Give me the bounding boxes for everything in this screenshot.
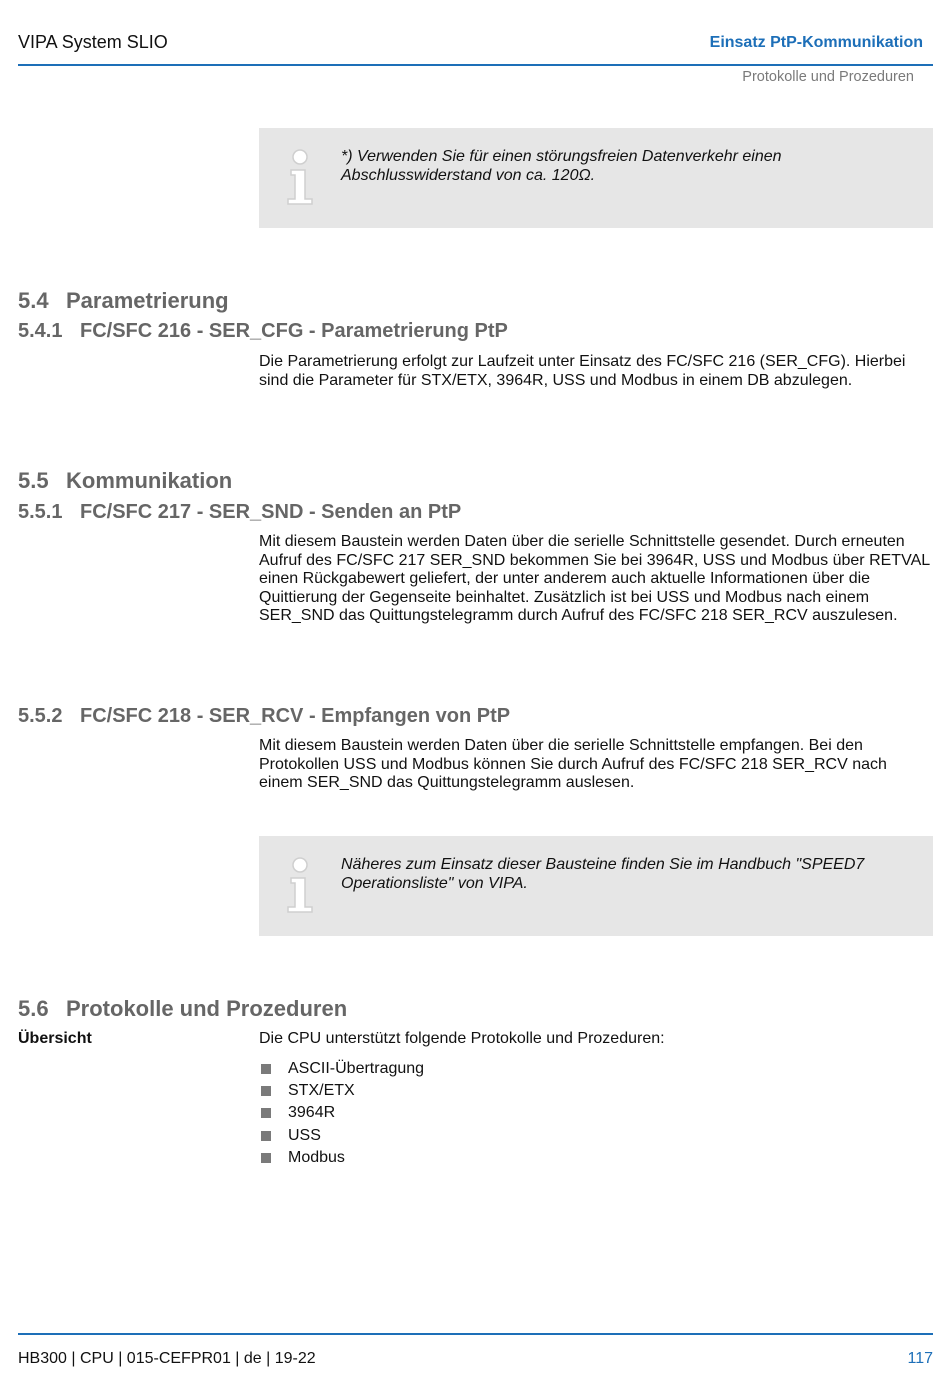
footer-divider xyxy=(18,1333,933,1335)
protocol-list xyxy=(259,1058,424,1169)
side-label-overview: Übersicht xyxy=(18,1030,92,1047)
subsection-heading-5-5-2 xyxy=(18,705,510,728)
subsection-number: 5.5.2 xyxy=(18,705,63,727)
square-bullet-icon xyxy=(261,1064,271,1074)
square-bullet-icon xyxy=(261,1108,271,1118)
list-item xyxy=(259,1102,424,1124)
paragraph-5-5-1: Mit diesem Baustein werden Daten über die serielle Schnittstelle gesendet. Durch erneuten Aufruf des FC/SFC 217 SER_SND bekommen Sie bei 3964R, USS und Modbus über RETVAL einen Rückgabewert geliefert, der unter anderem auch aktuelle Informationen über die Quittierung der Gegenseite beinhaltet. Zusätzlich ist bei USS und Modbus nach einem SER_SND das Quittungstelegramm durch Aufruf des FC/SFC 218 SER_RCV auszulesen. xyxy=(259,533,930,625)
section-number: 5.6 xyxy=(18,996,49,1021)
footer-doc-info: HB300 | CPU | 015-CEFPR01 | de | 19-22 xyxy=(18,1350,316,1367)
header-divider xyxy=(18,64,933,66)
square-bullet-icon xyxy=(261,1131,271,1141)
page-number: 117 xyxy=(907,1350,933,1367)
list-item xyxy=(259,1080,424,1102)
list-item-label: STX/ETX xyxy=(288,1082,355,1100)
header-chapter-title: Einsatz PtP-Kommunikation xyxy=(709,34,923,51)
list-item xyxy=(259,1058,424,1080)
paragraph-5-4-1: Die Parametrierung erfolgt zur Laufzeit unter Einsatz des FC/SFC 216 (SER_CFG). Hierbei sind die Parameter für STX/ETX, 3964R, USS und Modbus in einem DB abzulegen. xyxy=(259,353,906,389)
paragraph-5-5-2: Mit diesem Baustein werden Daten über die serielle Schnittstelle empfangen. Bei den Protokollen USS und Modbus können Sie durch Aufruf des FC/SFC 218 SER_RCV nach einem SER_SND das Quittungstelegramm auslesen. xyxy=(259,737,887,792)
note-text: *) Verwenden Sie für einen störungsfreien Datenverkehr einen Abschlusswiderstand von ca. 120Ω. xyxy=(341,148,782,184)
subsection-title: FC/SFC 218 - SER_RCV - Empfangen von PtP xyxy=(80,705,511,727)
subsection-number: 5.4.1 xyxy=(18,320,63,342)
section-title: Parametrierung xyxy=(66,288,229,313)
list-item xyxy=(259,1147,424,1169)
section-title: Kommunikation xyxy=(66,468,233,493)
subsection-heading-5-5-1 xyxy=(18,501,461,524)
subsection-heading-5-4-1 xyxy=(18,320,508,343)
subsection-title: FC/SFC 216 - SER_CFG - Parametrierung PtP xyxy=(80,320,508,342)
header-section-title: Protokolle und Prozeduren xyxy=(742,69,914,85)
info-icon xyxy=(285,856,315,914)
subsection-number: 5.5.1 xyxy=(18,501,63,523)
note-box xyxy=(259,836,933,936)
list-item xyxy=(259,1125,424,1147)
section-number: 5.5 xyxy=(18,468,49,493)
subsection-title: FC/SFC 217 - SER_SND - Senden an PtP xyxy=(80,501,462,523)
list-item-label: USS xyxy=(288,1126,321,1144)
section-heading-5-5 xyxy=(18,468,232,494)
list-item-label: Modbus xyxy=(288,1148,345,1166)
header-doc-title: VIPA System SLIO xyxy=(18,32,168,52)
list-item-label: ASCII-Übertragung xyxy=(288,1060,425,1077)
list-item-label: 3964R xyxy=(288,1104,336,1122)
info-icon xyxy=(285,148,315,206)
section-heading-5-4 xyxy=(18,288,229,314)
square-bullet-icon xyxy=(261,1153,271,1163)
section-heading-5-6 xyxy=(18,996,347,1022)
section-number: 5.4 xyxy=(18,288,49,313)
paragraph-5-6-intro: Die CPU unterstützt folgende Protokolle und Prozeduren: xyxy=(259,1030,665,1047)
square-bullet-icon xyxy=(261,1086,271,1096)
note-text: Näheres zum Einsatz dieser Bausteine finden Sie im Handbuch "SPEED7 Operationsliste" von VIPA. xyxy=(341,856,865,892)
note-box xyxy=(259,128,933,228)
section-title: Protokolle und Prozeduren xyxy=(66,996,348,1021)
